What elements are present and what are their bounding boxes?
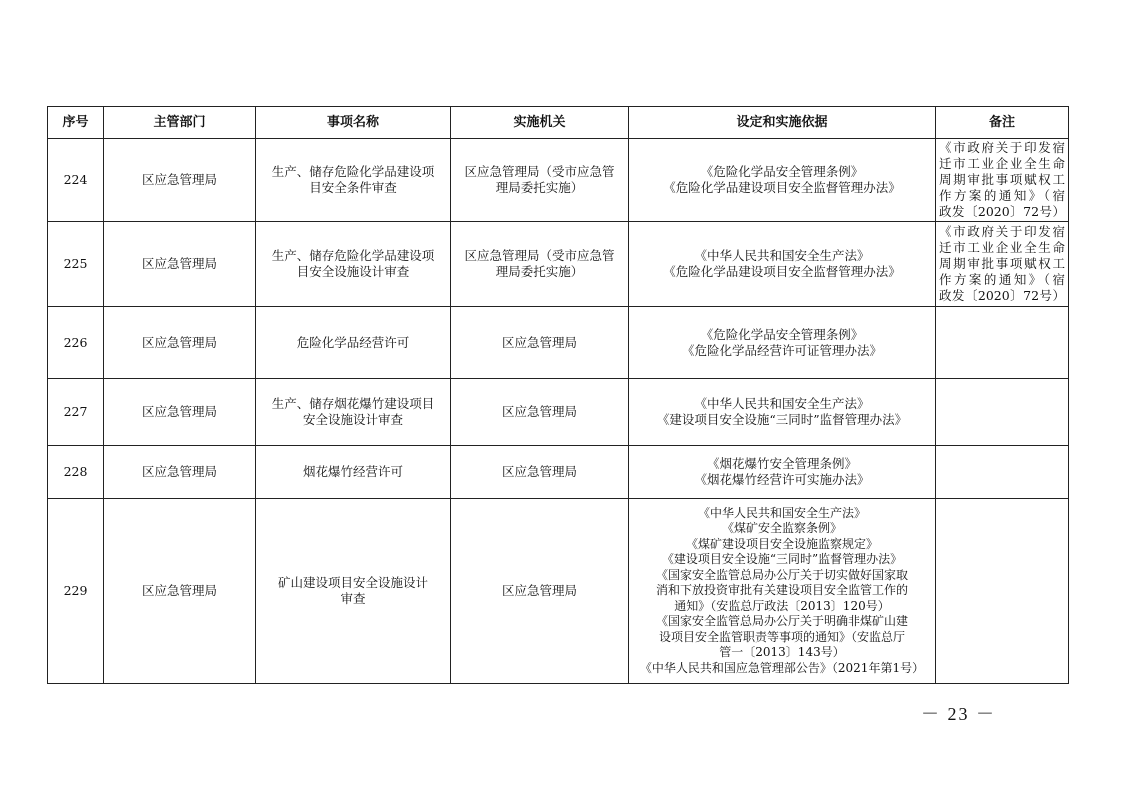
basis-line: 《烟花爆竹经营许可实施办法》 [694, 472, 870, 487]
row-note [936, 307, 1069, 379]
row-basis [629, 499, 936, 684]
note-line: 作方案的通知》（宿 [939, 188, 1065, 203]
item-line: 烟花爆竹经营许可 [302, 464, 403, 479]
table-row [48, 446, 1069, 499]
table-row [48, 499, 1069, 684]
basis-line: 《煤矿建设项目安全设施监察规定》 [685, 536, 878, 551]
basis-line: 《中华人民共和国应急管理部公告》（2021年第1号） [639, 660, 925, 675]
row-number: 227 [48, 379, 104, 446]
row-basis [629, 307, 936, 379]
note-line: 周期审批事项赋权工 [939, 256, 1065, 271]
basis-line: 管一〔2013〕143号） [719, 645, 845, 660]
header-agency: 实施机关 [451, 107, 629, 139]
note-line: 政发〔2020〕72号） [939, 288, 1065, 303]
item-line: 安全设施设计审查 [302, 412, 403, 427]
agency-line: 理局委托实施） [495, 264, 584, 279]
item-line: 目安全设施设计审查 [296, 264, 410, 279]
item-line: 生产、储存烟花爆竹建设项目 [271, 396, 435, 411]
basis-line: 通知》（安监总厅政法〔2013〕120号） [674, 598, 890, 613]
item-line: 矿山建设项目安全设施设计 [277, 575, 428, 590]
header-note: 备注 [936, 107, 1069, 139]
row-note [936, 222, 1069, 307]
row-item-name [256, 307, 451, 379]
agency-line: 区应急管理局（受市应急管 [464, 248, 615, 263]
header-dept: 主管部门 [104, 107, 256, 139]
basis-line: 《国家安全监管总局办公厅关于切实做好国家取 [655, 567, 908, 582]
row-number: 224 [48, 139, 104, 222]
row-item-name [256, 446, 451, 499]
basis-line: 《煤矿安全监察条例》 [721, 521, 842, 536]
row-item-name [256, 139, 451, 222]
item-line: 目安全条件审查 [309, 180, 397, 195]
agency-line: 区应急管理局（受市应急管 [464, 164, 615, 179]
basis-line: 《危险化学品建设项目安全监督管理办法》 [663, 264, 901, 279]
row-basis [629, 222, 936, 307]
basis-line: 《国家安全监管总局办公厅关于明确非煤矿山建 [655, 614, 908, 629]
basis-line: 《建设项目安全设施“三同时”监督管理办法》 [661, 552, 903, 567]
header-item: 事项名称 [256, 107, 451, 139]
page-number: － 23 － [921, 704, 996, 724]
row-number: 225 [48, 222, 104, 307]
header-basis: 设定和实施依据 [629, 107, 936, 139]
basis-line: 《危险化学品安全管理条例》 [700, 326, 864, 342]
table-row [48, 222, 1069, 307]
row-number: 228 [48, 446, 104, 499]
row-basis [629, 139, 936, 222]
basis-line: 《危险化学品经营许可证管理办法》 [681, 342, 882, 358]
basis-line: 《中华人民共和国安全生产法》 [694, 396, 870, 411]
row-agency [451, 222, 629, 307]
item-line: 生产、储存危险化学品建设项 [271, 248, 435, 263]
basis-line: 消和下放投资审批有关建设项目安全监管工作的 [655, 583, 908, 598]
row-agency [451, 307, 629, 379]
row-note [936, 446, 1069, 499]
matters-table [47, 106, 1069, 684]
header-no: 序号 [48, 107, 104, 139]
row-agency [451, 446, 629, 499]
basis-line: 设项目安全监管职责等事项的通知》（安监总厅 [658, 629, 905, 644]
table-row [48, 307, 1069, 379]
table-row [48, 379, 1069, 446]
row-agency [451, 139, 629, 222]
note-line: 《市政府关于印发宿 [939, 140, 1065, 155]
basis-line: 《危险化学品建设项目安全监督管理办法》 [663, 180, 901, 195]
note-line: 迁市工业企业全生命 [939, 156, 1065, 171]
basis-line: 《中华人民共和国安全生产法》 [697, 505, 866, 520]
row-note [936, 379, 1069, 446]
row-item-name [256, 222, 451, 307]
note-line: 政发〔2020〕72号） [939, 204, 1065, 219]
item-line: 危险化学品经营许可 [296, 334, 410, 350]
row-department: 区应急管理局 [104, 307, 256, 379]
row-department: 区应急管理局 [104, 499, 256, 684]
note-line: 《市政府关于印发宿 [939, 224, 1065, 239]
row-agency [451, 379, 629, 446]
agency-line: 理局委托实施） [495, 180, 584, 195]
item-line: 审查 [340, 591, 366, 606]
row-agency [451, 499, 629, 684]
note-line: 迁市工业企业全生命 [939, 240, 1065, 255]
note-line: 周期审批事项赋权工 [939, 172, 1065, 187]
agency-line: 区应急管理局 [501, 334, 577, 350]
row-department: 区应急管理局 [104, 222, 256, 307]
agency-line: 区应急管理局 [501, 583, 577, 598]
table-header-row [48, 107, 1069, 139]
row-number: 229 [48, 499, 104, 684]
basis-line: 《建设项目安全设施“三同时”监督管理办法》 [656, 412, 908, 427]
row-number: 226 [48, 307, 104, 379]
row-basis [629, 446, 936, 499]
table-row [48, 139, 1069, 222]
item-line: 生产、储存危险化学品建设项 [271, 164, 435, 179]
row-note [936, 499, 1069, 684]
row-department: 区应急管理局 [104, 139, 256, 222]
row-item-name [256, 379, 451, 446]
row-item-name [256, 499, 451, 684]
row-basis [629, 379, 936, 446]
basis-line: 《烟花爆竹安全管理条例》 [706, 456, 857, 471]
row-department: 区应急管理局 [104, 446, 256, 499]
basis-line: 《危险化学品安全管理条例》 [700, 164, 864, 179]
agency-line: 区应急管理局 [501, 464, 577, 479]
agency-line: 区应急管理局 [501, 404, 577, 419]
basis-line: 《中华人民共和国安全生产法》 [694, 248, 870, 263]
row-note [936, 139, 1069, 222]
note-line: 作方案的通知》（宿 [939, 272, 1065, 287]
row-department: 区应急管理局 [104, 379, 256, 446]
